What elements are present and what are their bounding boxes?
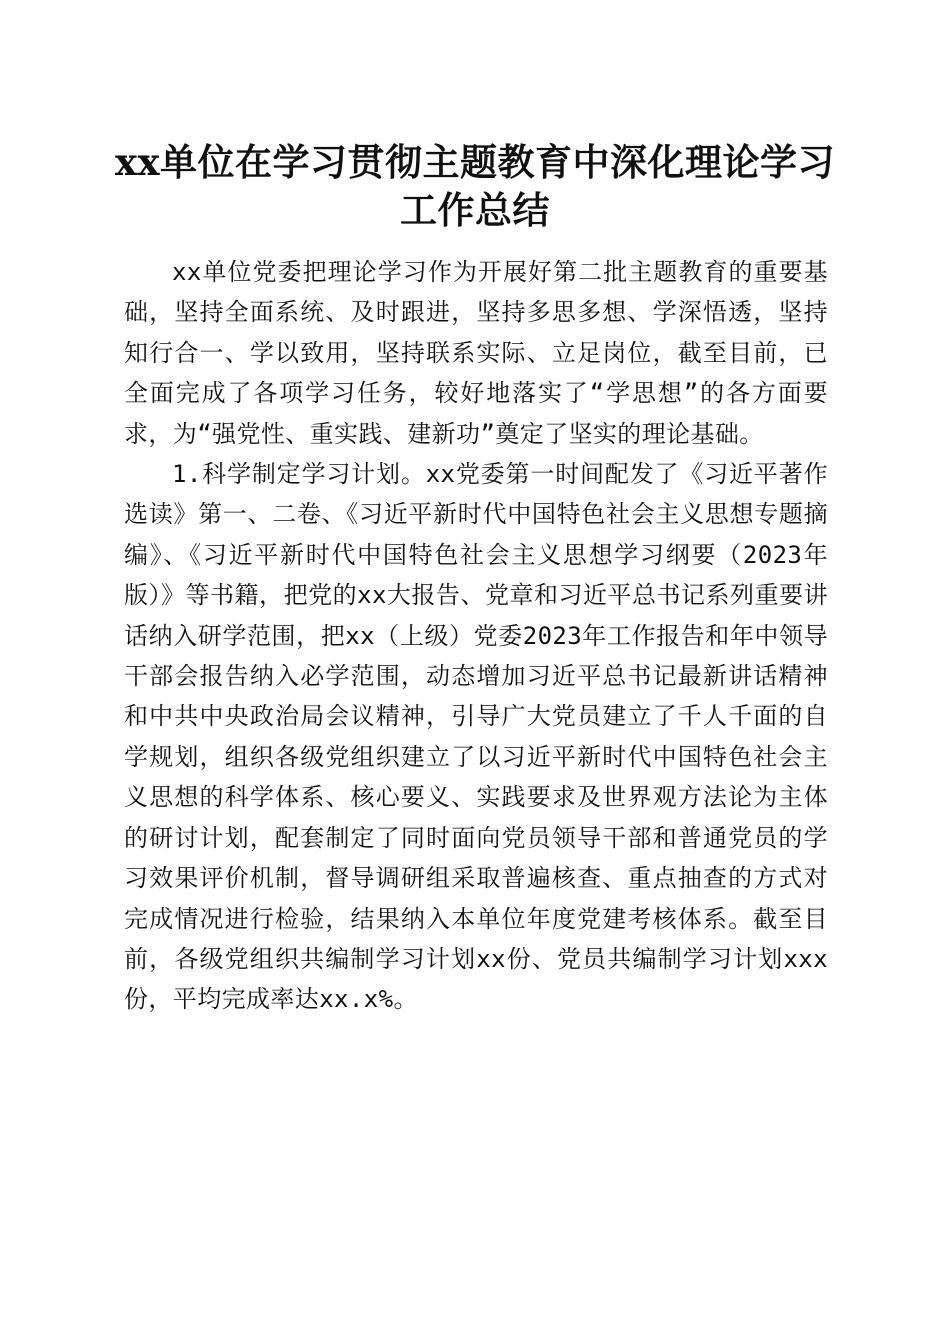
document-title (100, 138, 850, 234)
section-1-paragraph: 1.科学制定学习计划。xx党委第一时间配发了《习近平著作选读》第一、二卷、《习近平新时代中国特色社会主义思想专题摘编》、《习近平新时代中国特色社会主义思想学习纲要（2023年版）》等书籍，把党的xx大报告、党章和习近平总书记系列重要讲话纳入研学范围，把xx（上级）党委2023年工作报告和年中领导干部会报告纳入必学范围，动态增加习近平总书记最新讲话精神和中共中央政治局会议精神，引导广大党员建立了千人千面的自学规划，组织各级党组织建立了以习近平新时代中国特色社会主义思想的科学体系、核心要义、实践要求及世界观方法论为主体的研讨计划，配套制定了同时面向党员领导干部和普通党员的学习效果评价机制，督导调研组采取普遍核查、重点抽查的方式对完成情况进行检验，结果纳入本单位年度党建考核体系。截至目前，各级党组织共编制学习计划xx份、党员共编制学习计划xxx份，平均完成率达xx.x%。 (124, 460, 828, 1014)
title-line-2: 工作总结 (400, 188, 550, 232)
intro-paragraph: xx单位党委把理论学习作为开展好第二批主题教育的重要基础，坚持全面系统、及时跟进，坚持多思多想、学深悟透，坚持知行合一、学以致用，坚持联系实际、立足岗位，截至目前，已全面完成了各项学习任务，较好地落实了“学思想”的各方面要求，为“强党性、重实践、建新功”奠定了坚实的理论基础。 (124, 258, 828, 448)
document-body (124, 252, 828, 1020)
title-line-1: xx单位在学习贯彻主题教育中深化理论学习 (114, 140, 836, 184)
